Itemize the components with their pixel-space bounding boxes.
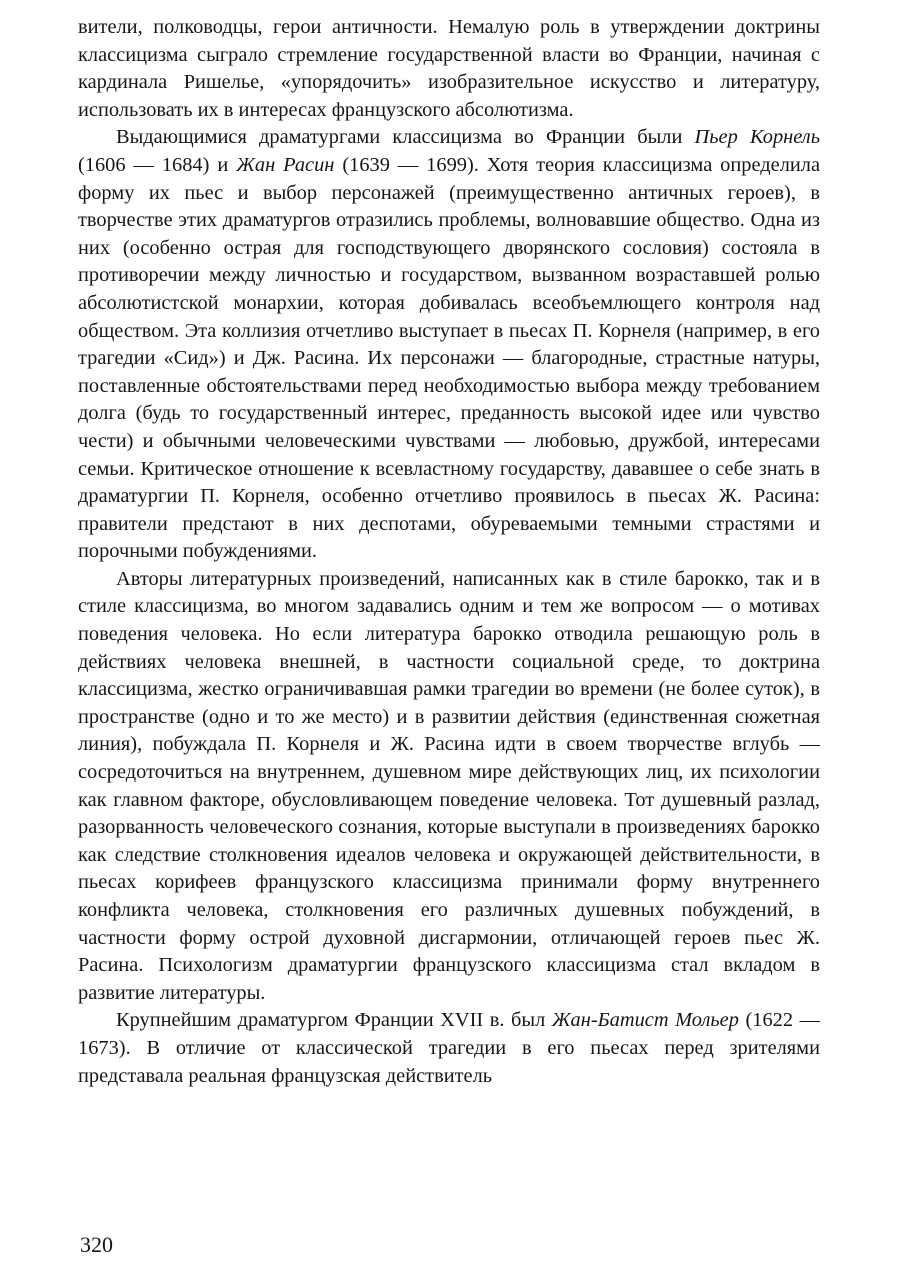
paragraph-4	[78, 1007, 820, 1090]
paragraph-1	[78, 14, 820, 124]
text-run: вители, полководцы, герои античности. Немалую роль в утверждении доктрины классицизма сыграло стремление государственной власти во Франции, начиная с кардинала Ришелье, «упорядочить» изобразительное искусство и литературу, использовать их в интересах французского абсолютизма.	[78, 16, 820, 121]
paragraph-3	[78, 566, 820, 1008]
text-run: Авторы литературных произведений, написанных как в стиле барокко, так и в стиле классицизма, во многом задавались одним и тем же вопросом — о мотивах поведения человека. Но если литература барокко отводила решающую роль в действиях человека внешней, в частности социальной среде, то доктрина классицизма, жестко ограничивавшая рамки трагедии во времени (не более суток), в пространстве (одно и то же место) и в развитии действия (единственная сюжетная линия), побуждала П. Корнеля и Ж. Расина идти в своем творчестве вглубь — сосредоточиться на внутреннем, душевном мире действующих лиц, их психологии как главном факторе, обусловливающем поведение человека. Тот душевный разлад, разорванность человеческого сознания, которые выступали в произведениях барокко как следствие столкновения идеалов человека и окружающей действительности, в пьесах корифеев французского классицизма принимали форму внутреннего конфликта человека, столкновения его различных душевных побуждений, в частности форму острой духовной дисгармонии, отличающей героев пьес Ж. Расина. Психологизм драматургии французского классицизма стал вкладом в развитие литературы.	[78, 567, 820, 1004]
page-body	[78, 14, 820, 1090]
person-name: Жан Расин	[236, 153, 335, 176]
text-run: Выдающимися драматургами классицизма во Франции были	[116, 126, 695, 149]
text-run: (1622 — 1673). В отличие от классической трагедии в его пьесах перед зрителями представала реальная французская действитель	[78, 1009, 820, 1087]
person-name: Жан-Батист Мольер	[551, 1009, 739, 1032]
person-name: Пьер Корнель	[694, 126, 820, 149]
page-number: 320	[80, 1232, 113, 1257]
text-run: Крупнейшим драматургом Франции XVII в. был	[116, 1009, 552, 1032]
text-run: (1639 — 1699). Хотя теория классицизма определила форму их пьес и выбор персонажей (преимущественно античных героев), в творчестве этих драматургов отразились проблемы, волновавшие общество. Одна из них (особенно острая для господствующего дворянского сословия) состояла в противоречии между личностью и государством, вызванном возраставшей ролью абсолютистской монархии, которая добивалась всеобъемлющего контроля над обществом. Эта коллизия отчетливо выступает в пьесах П. Корнеля (например, в его трагедии «Сид») и Дж. Расина. Их персонажи — благородные, страстные натуры, поставленные обстоятельствами перед необходимостью выбора между требованием долга (будь то государственный интерес, преданность высокой идее или чувство чести) и обычными человеческими чувствами — любовью, дружбой, интересами семьи. Критическое отношение к всевластному государству, дававшее о себе знать в драматургии П. Корнеля, особенно отчетливо проявилось в пьесах Ж. Расина: правители предстают в них деспотами, обуреваемыми темными страстями и порочными побуждениями.	[78, 153, 821, 563]
text-run: (1606 — 1684) и	[78, 153, 237, 176]
paragraph-2	[78, 124, 820, 566]
